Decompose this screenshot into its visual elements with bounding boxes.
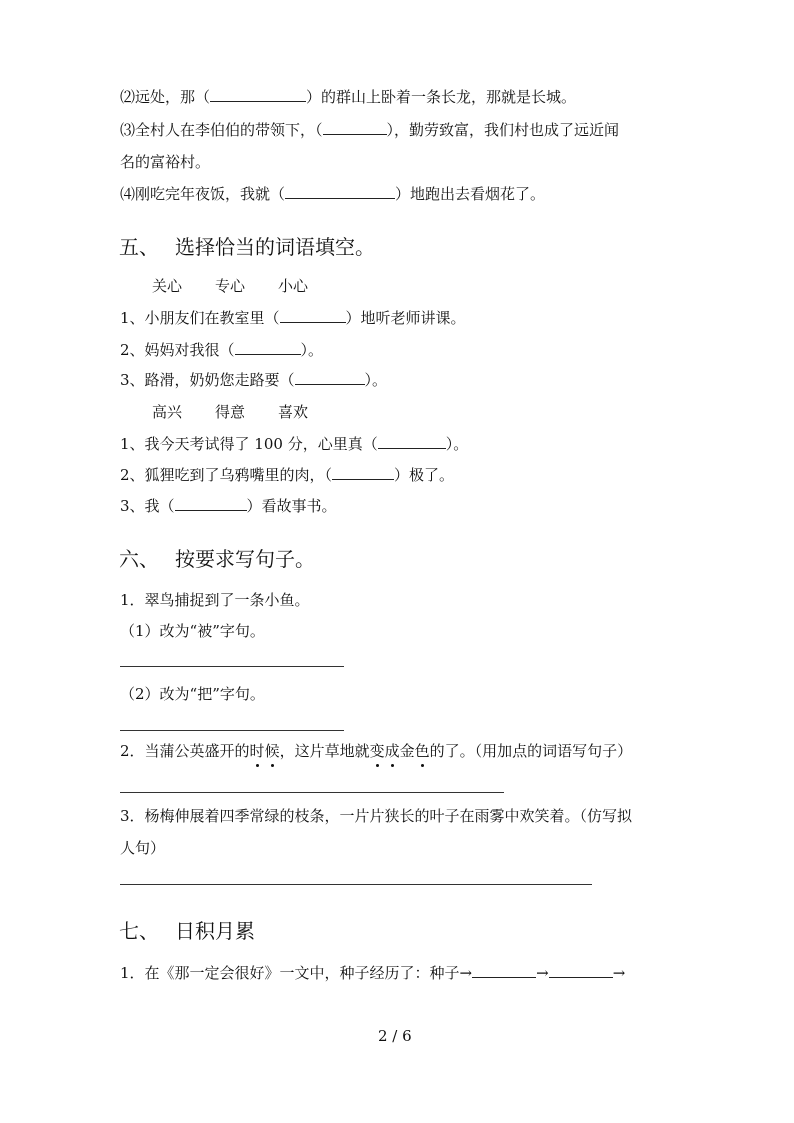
section-number: 六、 (119, 547, 159, 571)
item-text: ）。 (445, 435, 469, 453)
word-bank-1 (152, 276, 308, 296)
dotted-character: 变 (369, 742, 385, 760)
answer-blank[interactable] (175, 496, 247, 511)
section-heading-5 (119, 234, 375, 260)
fill-item (120, 465, 454, 485)
answer-line[interactable] (120, 730, 344, 731)
sentence-item-4 (120, 184, 545, 204)
answer-blank[interactable] (295, 370, 365, 385)
question-text: 的了。（用加点的词语写句子） (429, 742, 633, 760)
sentence-text: ）地跑出去看烟花了。 (395, 185, 546, 203)
answer-blank[interactable] (378, 434, 446, 449)
dotted-character: 色 (414, 742, 430, 760)
item-text: ）。 (300, 341, 324, 359)
question-7-1 (120, 963, 625, 983)
item-text: 2、狐狸吃到了乌鸦嘴里的肉，（ (120, 466, 333, 484)
item-text: ）。 (364, 371, 388, 389)
arrow-icon: → (536, 964, 549, 982)
dotted-character: 成 (384, 742, 400, 760)
sentence-text: ），勤劳致富，我们村也成了远近闻 (386, 121, 620, 139)
section-title: 日积月累 (175, 919, 255, 943)
answer-blank[interactable] (549, 963, 613, 978)
question-text: 1．在《那一定会很好》一文中，种子经历了：种子 (120, 964, 460, 982)
word-option: 专心 (215, 277, 246, 295)
sentence-text: ⑷刚吃完年夜饭，我就（ (120, 185, 286, 203)
arrow-icon: → (612, 964, 626, 982)
item-text: 1、我今天考试得了 100 分，心里真（ (120, 435, 378, 453)
fill-item (120, 434, 468, 454)
item-text: 1、小朋友们在教室里（ (120, 309, 280, 327)
sentence-item-3 (120, 120, 619, 140)
sentence-text: 名的富裕村。 (120, 153, 211, 171)
sentence-continuation (120, 152, 210, 172)
section-title: 按要求写句子。 (175, 547, 315, 571)
item-text: ）极了。 (394, 466, 455, 484)
item-text: 3、路滑，奶奶您走路要（ (120, 371, 295, 389)
word-option: 得意 (215, 403, 246, 421)
dotted-character: 时 (249, 742, 265, 760)
word-option: 喜欢 (278, 403, 309, 421)
sentence-text: ⑶全村人在李伯伯的带领下，（ (120, 121, 323, 139)
fill-item (120, 370, 387, 390)
answer-line[interactable] (120, 666, 344, 667)
item-text: 2、妈妈对我很（ (120, 341, 235, 359)
sentence-text: ）的群山上卧着一条长龙，那就是长城。 (306, 88, 577, 106)
page-number: 2 / 6 (378, 1027, 412, 1045)
word-option: 高兴 (152, 403, 183, 421)
section-number: 五、 (119, 235, 159, 259)
question-2 (120, 741, 632, 761)
answer-blank[interactable] (332, 465, 394, 480)
arrow-icon: → (459, 964, 473, 982)
fill-item (120, 496, 337, 516)
answer-blank[interactable] (280, 308, 346, 323)
sentence-text: ⑵远处，那（ (120, 88, 211, 106)
answer-blank[interactable] (285, 184, 395, 199)
word-option: 关心 (152, 277, 183, 295)
question-1: 1．翠鸟捕捉到了一条小鱼。 (120, 591, 310, 609)
fill-item (120, 308, 466, 328)
sentence-item-2 (120, 87, 576, 107)
question-text: 金 (399, 742, 415, 760)
question-text: 2．当蒲公英盛开的 (120, 742, 250, 760)
question-1-part-2: （2）改为“把”字句。 (120, 685, 265, 703)
word-option: 小心 (278, 277, 309, 295)
question-1-part-1: （1）改为“被”字句。 (120, 622, 265, 640)
answer-blank[interactable] (210, 87, 306, 102)
answer-line[interactable] (120, 884, 592, 885)
answer-blank[interactable] (472, 963, 536, 978)
item-text: 3、我（ (120, 497, 175, 515)
word-bank-2 (152, 402, 308, 422)
answer-blank[interactable] (323, 120, 387, 135)
section-heading-7 (119, 918, 255, 944)
answer-line[interactable] (120, 792, 504, 793)
item-text: ）看故事书。 (246, 497, 337, 515)
question-3: 3．杨梅伸展着四季常绿的枝条，一片片狭长的叶子在雨雾中欢笑着。（仿写拟 (120, 807, 633, 825)
question-text: ，这片草地就 (279, 742, 370, 760)
dotted-character: 候 (264, 742, 280, 760)
question-3-continuation: 人句） (120, 839, 166, 857)
section-number: 七、 (119, 919, 159, 943)
section-title: 选择恰当的词语填空。 (175, 235, 375, 259)
section-heading-6 (119, 546, 315, 572)
fill-item (120, 340, 323, 360)
answer-blank[interactable] (235, 340, 301, 355)
item-text: ）地听老师讲课。 (345, 309, 466, 327)
